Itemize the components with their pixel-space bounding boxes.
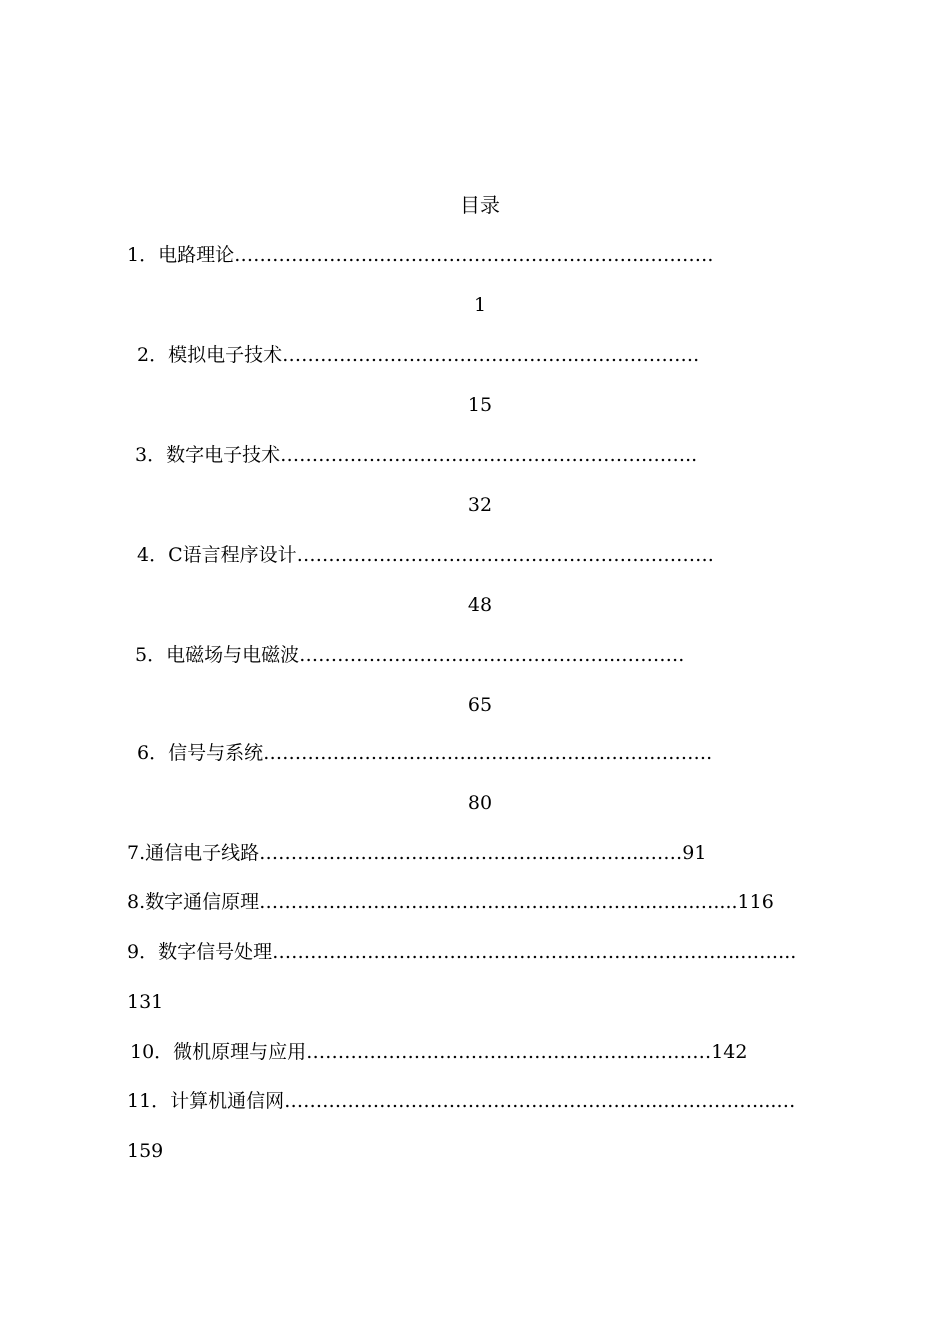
toc-page-6: 80: [467, 792, 493, 814]
toc-entry-6: 6．信号与系统…………………………………………………….……….: [137, 742, 713, 764]
toc-page-3: 32: [467, 494, 493, 516]
toc-page-2: 15: [467, 394, 493, 416]
toc-entry-10: 10．微机原理与应用……………………………………………….………142: [130, 1041, 748, 1063]
toc-entry-11: 11．计算机通信网…………………………………………………...……………...…: [127, 1090, 796, 1112]
toc-entry-3: 3．数字电子技术………………………………………………….……..: [135, 444, 698, 466]
toc-page-11: 159: [127, 1140, 164, 1162]
toc-entry-9: 9．数字信号处理………………………………………………………………..……...: [127, 941, 797, 963]
toc-entry-4: 4．C语言程序设计………………………………………………..……….: [137, 544, 714, 566]
toc-page-5: 65: [467, 694, 493, 716]
toc-entry-2: 2．模拟电子技术………………………………………..……………….: [137, 344, 700, 366]
toc-page-1: 1: [473, 294, 487, 316]
toc-entry-7: 7.通信电子线路………………………………………..…………..……91: [127, 842, 707, 864]
toc-entry-8: 8.数字通信原理……………………………………………………...…...…....116: [127, 891, 774, 913]
toc-page-4: 48: [467, 594, 493, 616]
toc-title: 目录: [460, 193, 500, 217]
toc-entry-1: 1．电路理论…………………..……….…………………………...……….: [127, 244, 714, 266]
toc-entry-5: 5．电磁场与电磁波…………………………………………...……….: [135, 644, 685, 666]
toc-page-9: 131: [127, 991, 164, 1013]
